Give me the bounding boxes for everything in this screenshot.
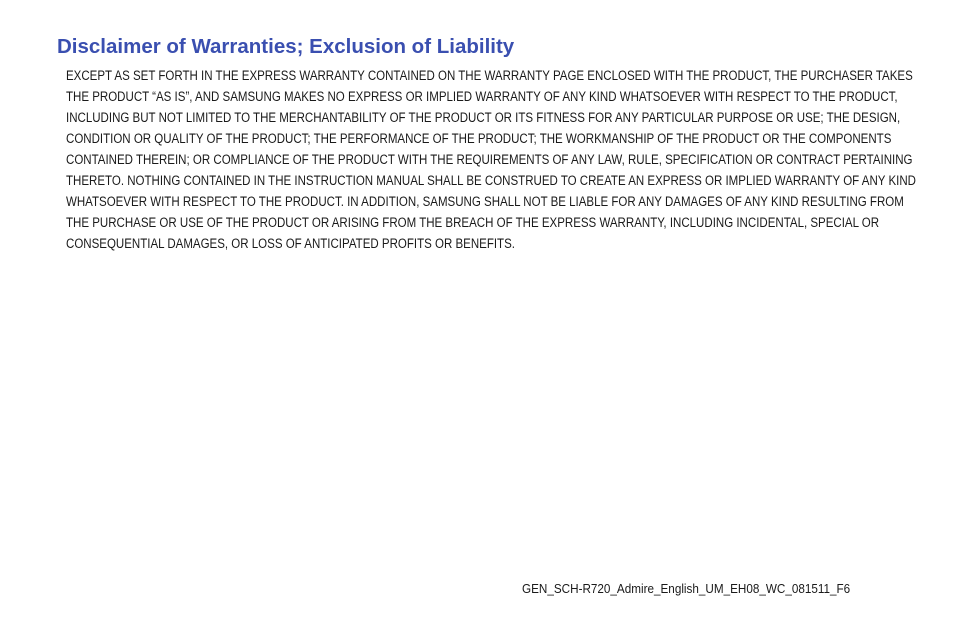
disclaimer-paragraph: EXCEPT AS SET FORTH IN THE EXPRESS WARRANTY CONTAINED ON THE WARRANTY PAGE ENCLOSED WITH THE PRODUCT, THE PURCHASER TAKES THE PRODUCT “AS IS”, AND SAMSUNG MAKES NO EXPRESS OR IMPLIED WARRANTY OF ANY KIND WHATSOEVER WITH RESPECT TO THE PRODUCT, INCLUDING BUT NOT LIMITED TO THE MERCHANTABILITY OF THE PRODUCT OR ITS FITNESS FOR ANY PARTICULAR PURPOSE OR USE; THE DESIGN, CONDITION OR QUALITY OF THE PRODUCT; THE PERFORMANCE OF THE PRODUCT; THE WORKMANSHIP OF THE PRODUCT OR THE COMPONENTS CONTAINED THEREIN; OR COMPLIANCE OF THE PRODUCT WITH THE REQUIREMENTS OF ANY LAW, RULE, SPECIFICATION OR CONTRACT PERTAINING THERETO. NOTHING CONTAINED IN THE INSTRUCTION MANUAL SHALL BE CONSTRUED TO CREATE AN EXPRESS OR IMPLIED WARRANTY OF ANY KIND WHATSOEVER WITH RESPECT TO THE PRODUCT. IN ADDITION, SAMSUNG SHALL NOT BE LIABLE FOR ANY DAMAGES OF ANY KIND RESULTING FROM THE PURCHASE OR USE OF THE PRODUCT OR ARISING FROM THE BREACH OF THE EXPRESS WARRANTY, INCLUDING INCIDENTAL, SPECIAL OR CONSEQUENTIAL DAMAGES, OR LOSS OF ANTICIPATED PROFITS OR BENEFITS. [66, 68, 916, 251]
section-heading: Disclaimer of Warranties; Exclusion of Liability [57, 35, 515, 58]
document-code-footer: GEN_SCH-R720_Admire_English_UM_EH08_WC_081511_F6 [522, 581, 851, 596]
